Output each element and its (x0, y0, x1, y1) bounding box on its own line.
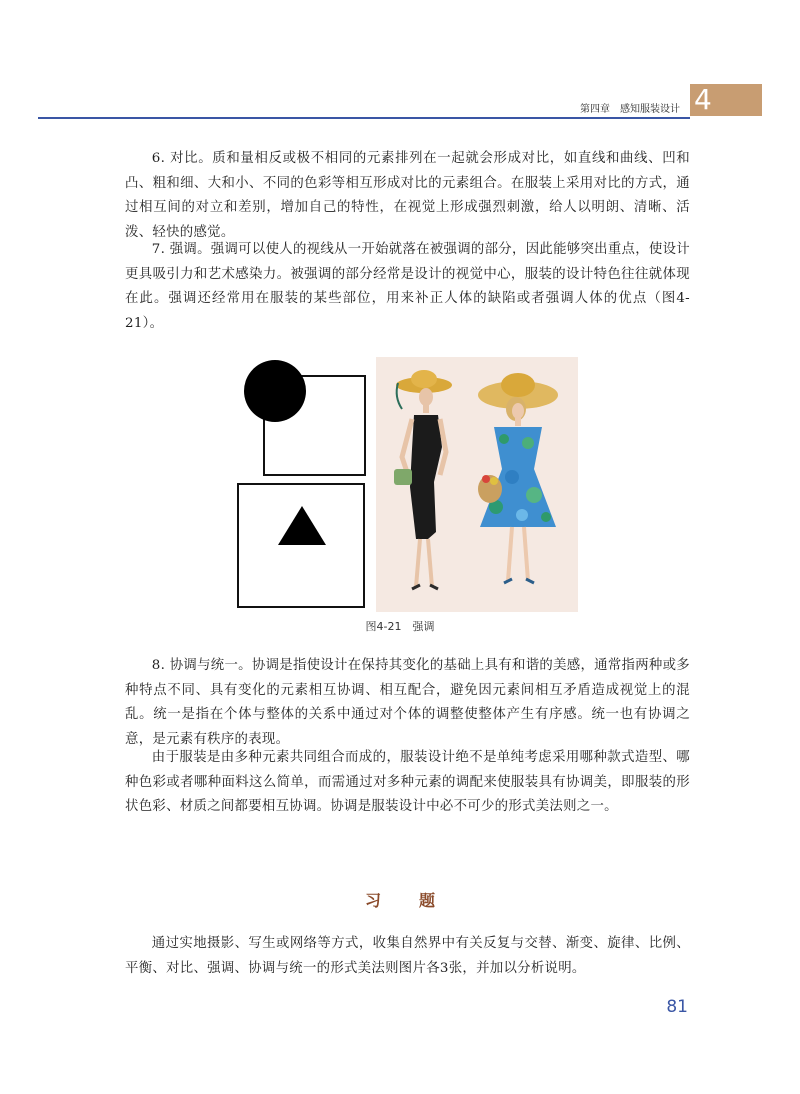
header-rule (38, 117, 690, 119)
paragraph-exercise: 通过实地摄影、写生或网络等方式，收集自然界中有关反复与交替、渐变、旋律、比例、平衡、对比、强调、协调与统一的形式美法则图片各3张，并加以分析说明。 (125, 936, 690, 976)
fashion-illustration-photo (376, 357, 578, 612)
running-header: 第四章 感知服装设计 (580, 104, 680, 115)
circle-shape (244, 360, 306, 422)
paragraph-clothing-harmony: 由于服装是由多种元素共同组合而成的，服装设计绝不是单纯考虑采用哪种款式造型、哪种色彩或者哪种面料这么简单，而需通过对多种元素的调配来使服装具有协调美，即服装的形状色彩、材质之间都要相互协调。协调是服装设计中必不可少的形式美法则之一。 (125, 750, 690, 814)
page-number: 81 (666, 997, 688, 1017)
chapter-number: 4 (694, 83, 712, 116)
emphasis-diagram (232, 355, 372, 615)
figure-caption: 图4-21 强调 (365, 620, 435, 633)
exercise-heading: 习题 (364, 891, 473, 910)
paragraph-harmony: 8. 协调与统一。协调是指使设计在保持其变化的基础上具有和谐的美感，通常指两种或多种特点不同、具有变化的元素相互协调、相互配合，避免因元素间相互矛盾造成视觉上的混乱。统一是指在个体与整体的关系中通过对个体的调整使整体产生有序感。统一也有协调之意，是元素有秩序的表现。 (125, 658, 690, 747)
paragraph-contrast: 6. 对比。质和量相反或极不相同的元素排列在一起就会形成对比，如直线和曲线、凹和凸、粗和细、大和小、不同的色彩等相互形成对比的元素组合。在服装上采用对比的方式，通过相互间的对立和差别，增加自己的特性，在视觉上形成强烈刺激，给人以明朗、清晰、活泼、轻快的感觉。 (125, 151, 690, 240)
paragraph-emphasis: 7. 强调。强调可以使人的视线从一开始就落在被强调的部分，因此能够突出重点，使设计更具吸引力和艺术感染力。被强调的部分经常是设计的视觉中心，服装的设计特色往往就体现在此。强调还经常用在服装的某些部位，用来补正人体的缺陷或者强调人体的优点（图4-21）。 (125, 242, 690, 331)
